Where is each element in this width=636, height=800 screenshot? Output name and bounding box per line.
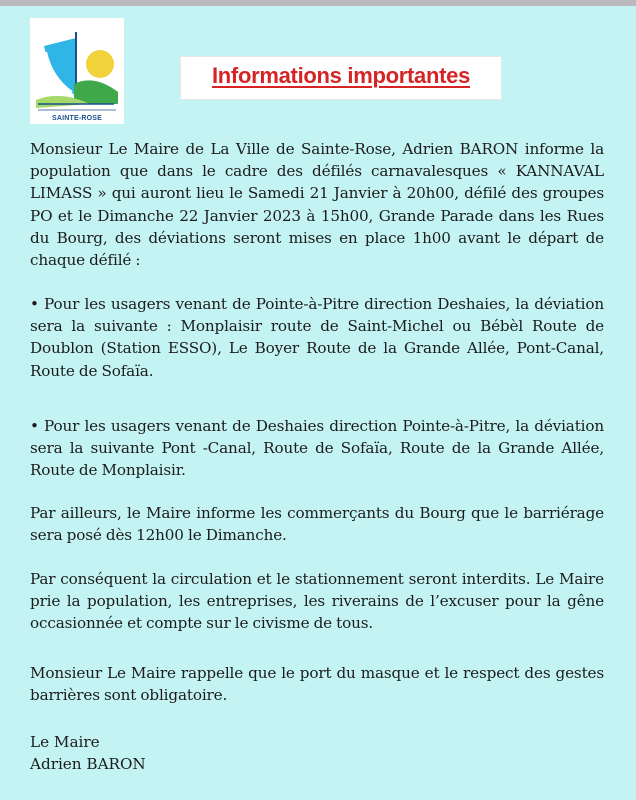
traffic-paragraph: Par conséquent la circulation et le stationnement seront interdits. Le Maire prie la population, les entreprises, les riverains de l’excuser pour la gêne occasionnée et compte sur le civisme de tous. (30, 570, 604, 633)
sailboat-logo-icon (30, 18, 124, 124)
page-title: Informations importantes (211, 63, 471, 88)
signature-name: Adrien BARON (30, 755, 146, 774)
sainte-rose-logo (30, 18, 124, 124)
intro-paragraph: Monsieur Le Maire de La Ville de Sainte-Rose, Adrien BARON informe la population que dans le cadre des défilés carnavalesques « KANNAVAL LIMASS » qui auront lieu le Samedi 21 Janvier à 20h00, défilé des groupes PO et le Dimanche 22 Janvier 2023 à 15h00, Grande Parade dans les Rues du Bourg, des déviations seront mises en place 1h00 avant le départ de chaque défilé : (30, 140, 604, 270)
mask-paragraph: Monsieur Le Maire rappelle que le port du masque et le respect des gestes barrières sont obligatoire. (30, 664, 604, 705)
signature-role: Le Maire (30, 733, 100, 751)
detour-paragraph-1: • Pour les usagers venant de Pointe-à-Pitre direction Deshaies, la déviation sera la suivante : Monplaisir route de Saint-Michel ou Bébèl Route de Doublon (Station ESSO), Le Boyer Route de la Grande Allée, Pont-Canal, Route de Sofaïa. (30, 295, 604, 380)
barrier-paragraph: Par ailleurs, le Maire informe les commerçants du Bourg que le barriérage sera posé dès 12h00 le Dimanche. (30, 504, 604, 545)
signature (30, 731, 146, 775)
logo-caption: SAINTE-ROSE (51, 115, 103, 122)
notice-page (0, 6, 636, 800)
title-box (180, 56, 502, 100)
detour-paragraph-2: • Pour les usagers venant de Deshaies direction Pointe-à-Pitre, la déviation sera la suivante Pont -Canal, Route de Sofaïa, Route de la Grande Allée, Route de Monplaisir. (30, 417, 604, 480)
